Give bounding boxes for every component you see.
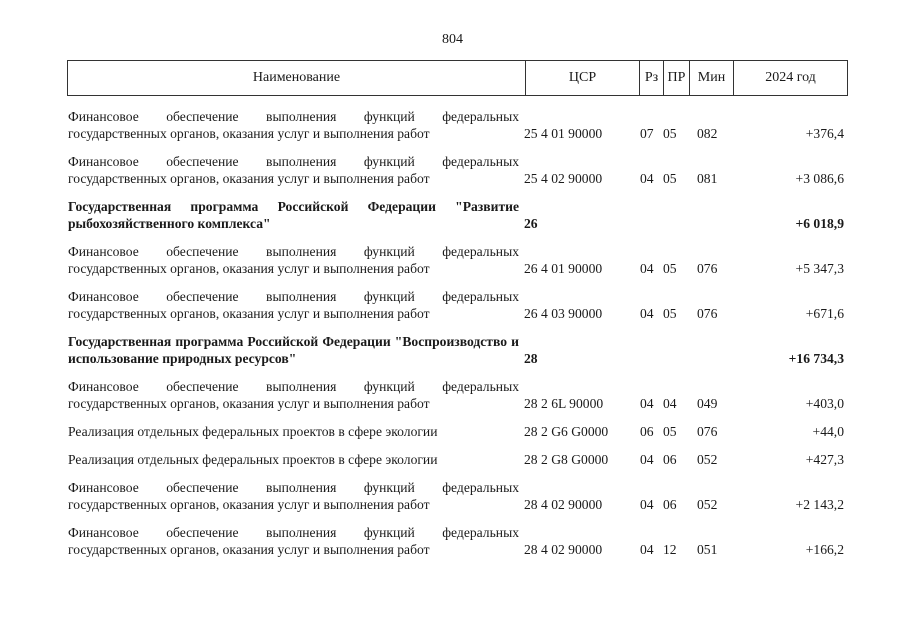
header-min: Мин xyxy=(697,70,726,85)
row-csr: 28 2 G6 G0000 xyxy=(524,424,609,439)
row-csr: 28 xyxy=(524,351,538,366)
table-row xyxy=(0,333,905,367)
row-amount: +403,0 xyxy=(805,396,844,411)
table-row xyxy=(0,108,905,142)
row-min: 076 xyxy=(697,424,718,439)
row-pr: 05 xyxy=(663,424,677,439)
table-header xyxy=(67,60,848,96)
header-csr: ЦСР xyxy=(568,70,597,85)
row-rz: 04 xyxy=(640,306,654,321)
row-amount: +376,4 xyxy=(805,126,844,141)
row-min: 082 xyxy=(697,126,718,141)
row-pr: 06 xyxy=(663,452,677,467)
row-amount: +166,2 xyxy=(805,542,844,557)
row-pr: 06 xyxy=(663,497,677,512)
table-row xyxy=(0,479,905,513)
row-amount: +16 734,3 xyxy=(788,351,844,366)
row-pr: 12 xyxy=(663,542,677,557)
row-rz: 04 xyxy=(640,542,654,557)
row-amount: +5 347,3 xyxy=(795,261,844,276)
header-rz: Рз xyxy=(644,70,659,85)
row-csr: 28 4 02 90000 xyxy=(524,497,603,512)
row-name: Финансовое обеспечение выполнения функций федеральных государственных органов, оказания услуг и выполнения работ xyxy=(68,154,519,186)
header-year: 2024 год xyxy=(765,70,816,85)
row-amount: +2 143,2 xyxy=(795,497,844,512)
table-row xyxy=(0,451,905,468)
row-name: Финансовое обеспечение выполнения функций федеральных государственных органов, оказания услуг и выполнения работ xyxy=(68,289,519,321)
row-name: Финансовое обеспечение выполнения функций федеральных государственных органов, оказания услуг и выполнения работ xyxy=(68,109,519,141)
row-rz: 04 xyxy=(640,261,654,276)
row-name: Финансовое обеспечение выполнения функций федеральных государственных органов, оказания услуг и выполнения работ xyxy=(68,525,519,557)
row-pr: 04 xyxy=(663,396,677,411)
row-min: 076 xyxy=(697,261,718,276)
table-row xyxy=(0,524,905,558)
row-min: 051 xyxy=(697,542,718,557)
row-name: Реализация отдельных федеральных проектов в сфере экологии xyxy=(68,424,438,439)
row-rz: 07 xyxy=(640,126,654,141)
row-pr: 05 xyxy=(663,126,677,141)
header-pr: ПР xyxy=(667,70,686,85)
row-min: 049 xyxy=(697,396,718,411)
row-csr: 26 4 01 90000 xyxy=(524,261,603,276)
row-amount: +3 086,6 xyxy=(795,171,844,186)
row-rz: 06 xyxy=(640,424,654,439)
row-name: Финансовое обеспечение выполнения функций федеральных государственных органов, оказания услуг и выполнения работ xyxy=(68,480,519,512)
row-min: 052 xyxy=(697,452,718,467)
row-min: 052 xyxy=(697,497,718,512)
row-csr: 28 4 02 90000 xyxy=(524,542,603,557)
row-amount: +6 018,9 xyxy=(795,216,844,231)
table-row xyxy=(0,198,905,232)
row-csr: 28 2 6L 90000 xyxy=(524,396,604,411)
row-name: Финансовое обеспечение выполнения функций федеральных государственных органов, оказания услуг и выполнения работ xyxy=(68,379,519,411)
row-min: 076 xyxy=(697,306,718,321)
row-rz: 04 xyxy=(640,396,654,411)
row-csr: 25 4 01 90000 xyxy=(524,126,603,141)
table-body xyxy=(0,108,905,558)
row-rz: 04 xyxy=(640,452,654,467)
row-min: 081 xyxy=(697,171,718,186)
table-row xyxy=(0,153,905,187)
row-csr: 28 2 G8 G0000 xyxy=(524,452,609,467)
row-pr: 05 xyxy=(663,306,677,321)
header-name: Наименование xyxy=(252,70,341,85)
row-pr: 05 xyxy=(663,261,677,276)
table-row xyxy=(0,243,905,277)
row-name: Финансовое обеспечение выполнения функций федеральных государственных органов, оказания услуг и выполнения работ xyxy=(68,244,519,276)
row-name: Реализация отдельных федеральных проектов в сфере экологии xyxy=(68,452,438,467)
row-csr: 25 4 02 90000 xyxy=(524,171,603,186)
row-csr: 26 xyxy=(524,216,538,231)
table-row xyxy=(0,288,905,322)
row-amount: +671,6 xyxy=(805,306,844,321)
row-pr: 05 xyxy=(663,171,677,186)
row-name: Государственная программа Российской Федерации "Воспроизводство и использование природных ресурсов" xyxy=(68,334,519,366)
page-number: 804 xyxy=(442,32,463,47)
row-name: Государственная программа Российской Федерации "Развитие рыбохозяйственного комплекса" xyxy=(68,199,519,231)
row-amount: +427,3 xyxy=(805,452,844,467)
row-rz: 04 xyxy=(640,497,654,512)
row-amount: +44,0 xyxy=(812,424,844,439)
table-row xyxy=(0,378,905,412)
row-csr: 26 4 03 90000 xyxy=(524,306,603,321)
row-rz: 04 xyxy=(640,171,654,186)
table-row xyxy=(0,423,905,440)
